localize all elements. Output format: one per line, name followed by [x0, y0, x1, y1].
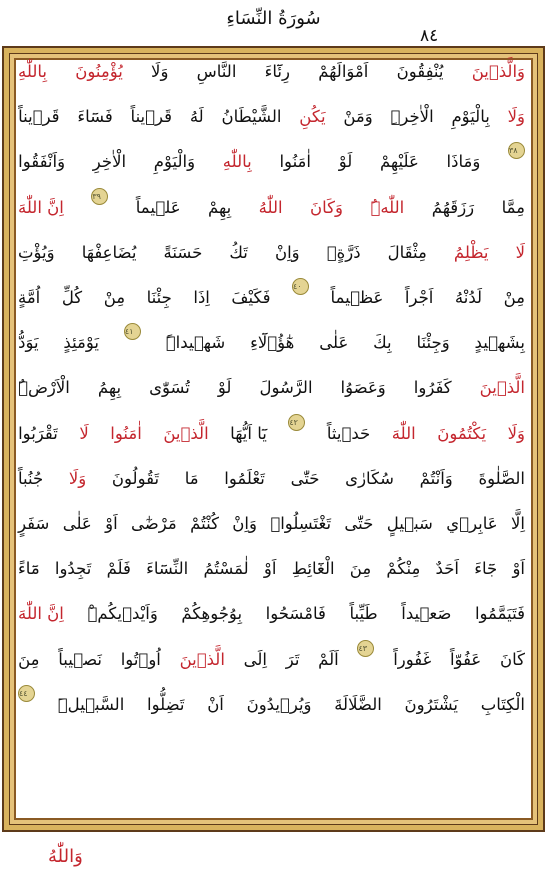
- word: سَب۪يلٍ: [386, 514, 433, 533]
- word: طَيِّباً: [349, 604, 378, 624]
- word: كُنْتُمْ: [190, 514, 219, 533]
- word: فَكَيْفَ: [231, 288, 271, 307]
- word: يَكُنِ: [299, 107, 326, 127]
- word: اَوْ: [512, 559, 525, 579]
- word: تَقُولُونَ: [111, 468, 160, 488]
- word: اَجْراً: [404, 288, 434, 307]
- word: مَٓاءً: [18, 559, 40, 579]
- word: لَا: [515, 242, 525, 262]
- text-line: [18, 368, 525, 408]
- word: تَغْتَسِلُواۜ: [270, 514, 332, 533]
- word: حَتّٰى: [290, 468, 320, 488]
- word: اَمْوَالَهُمْ: [318, 62, 369, 81]
- text-line: [18, 459, 525, 499]
- word: شَه۪يداًۜ: [165, 333, 226, 353]
- word: تُسَوّٰى: [149, 378, 190, 398]
- word: نَص۪يباً: [58, 649, 102, 669]
- text-line: [18, 640, 525, 680]
- text-line: [18, 97, 525, 137]
- word: وَمَنْ: [343, 107, 373, 127]
- word: مِنْ: [103, 288, 126, 307]
- page-header: [0, 0, 547, 46]
- word: وَالَّذ۪ينَ: [471, 62, 525, 81]
- word: يَكْتُمُونَ: [437, 423, 487, 443]
- word: وَاَنْتُمْ: [419, 468, 453, 488]
- word: وَعَصَوُا: [340, 378, 386, 398]
- word: يُؤْمِنُونَ: [75, 62, 123, 81]
- word: عَل۪يماً: [135, 197, 181, 217]
- word: فَامْسَحُوا: [265, 604, 326, 624]
- word: بِهِمُ: [97, 378, 122, 398]
- word: الرَّسُولَ: [259, 378, 313, 398]
- ayah-number-marker: ٤٤: [18, 685, 35, 702]
- word: تَجِدُوا: [54, 559, 92, 579]
- word: اٰمَنُوا: [279, 152, 311, 172]
- word: وَاِنْ: [232, 514, 257, 533]
- word: اَحَدٌ: [435, 559, 459, 579]
- word: وَلَا: [507, 107, 525, 127]
- word: وَلَا: [507, 423, 525, 443]
- word: الْغَٓائِطِ: [291, 559, 335, 579]
- word: سُكَارٰى: [345, 468, 395, 488]
- word: قَر۪يناً: [130, 107, 173, 127]
- word: سَفَرٍ: [18, 514, 50, 533]
- word: الْاٰخِرِ: [92, 152, 127, 172]
- word: كُلِّ: [61, 288, 83, 307]
- word: تَكُ: [229, 242, 248, 262]
- text-line: [18, 233, 525, 273]
- word: بِشَه۪يدٍ: [474, 333, 525, 353]
- word: مَا: [184, 468, 199, 488]
- word: اَوْ: [263, 559, 277, 579]
- word: الضَّلَالَةَ: [334, 694, 382, 714]
- ayah-number-marker: ٤٠: [292, 278, 309, 295]
- text-line: [18, 504, 525, 544]
- word: الْاٰخِرِۜ: [390, 107, 434, 127]
- word: وَاِنْ: [274, 242, 300, 262]
- text-line: [18, 188, 525, 228]
- word: مِمَّا: [501, 197, 525, 217]
- word: بِاللّٰهِ: [222, 152, 252, 172]
- word: يَوَدُّ: [18, 333, 39, 353]
- text-line: [18, 323, 525, 363]
- word: مَرْضٰٓى: [131, 514, 177, 533]
- text-line: [18, 414, 525, 454]
- word: مِنَ: [18, 649, 40, 669]
- word: عَابِر۪ي: [446, 514, 498, 533]
- word: كَفَرُوا: [413, 378, 452, 398]
- word: اِلَى: [243, 649, 268, 669]
- word: يَشْتَرُونَ: [404, 694, 459, 714]
- text-line: [18, 52, 525, 92]
- word: بِهِمْ: [208, 197, 232, 217]
- word: وَلَا: [151, 62, 169, 81]
- word: مِنْ: [503, 288, 525, 307]
- ayah-number-marker: ٤٢: [288, 414, 305, 431]
- word: تَضِلُّوا: [147, 694, 185, 714]
- word: لَدُنْهُ: [454, 288, 483, 307]
- word: وَجِئْنَا: [416, 333, 450, 353]
- word: وَيُؤْتِ: [18, 242, 55, 262]
- word: رَزَقَهُمُ: [431, 197, 475, 217]
- word: اِنَّ اللّٰهَ: [18, 197, 64, 217]
- word: اللّٰهُۜ: [370, 197, 405, 217]
- surah-title: سُورَةُ النِّسَاءِ: [226, 8, 321, 29]
- word: وَاَيْد۪يكُمْۜ: [87, 604, 158, 624]
- word: لَهُ: [189, 107, 204, 127]
- word: مِنَ: [349, 559, 372, 579]
- word: الصَّلٰوةَ: [478, 468, 525, 488]
- word: فَسَٓاءَ: [77, 107, 113, 127]
- word: عَلَيْهِمْ: [379, 152, 419, 172]
- word: حَد۪يثاً: [326, 423, 371, 443]
- word: اِنَّ اللّٰهَ: [18, 604, 64, 624]
- word: الْاَرْضُۜ: [18, 378, 70, 398]
- word: كَانَ: [500, 649, 525, 669]
- word: وَيُر۪يدُونَ: [246, 694, 312, 714]
- word: اِذَا: [193, 288, 210, 307]
- word: حَسَنَةً: [163, 242, 203, 262]
- word: بِوُجُوهِكُمْ: [181, 604, 243, 624]
- word: بِاللّٰهِ: [18, 62, 48, 81]
- word: ذَرَّةٍۚ: [326, 242, 361, 262]
- word: الَّذ۪ينَ: [163, 423, 209, 443]
- word: يُضَاعِفْهَا: [81, 242, 137, 262]
- word: اُو۫تُوا: [120, 649, 161, 669]
- word: اللّٰهُ: [258, 197, 283, 217]
- word: عَظ۪يماً: [330, 288, 384, 307]
- word: لَا: [79, 423, 89, 443]
- word: وَكَانَ: [310, 197, 343, 217]
- word: اَوْ: [105, 514, 118, 533]
- word: بِكَ: [373, 333, 392, 353]
- word: النَّاسِ: [196, 62, 237, 81]
- word: جُنُباً: [18, 468, 44, 488]
- page-number: ٨٤: [420, 26, 439, 46]
- word: الشَّيْطَانُ: [221, 107, 282, 127]
- word: النِّسَٓاءَ: [146, 559, 189, 579]
- word: بِالْيَوْمِ: [451, 107, 490, 127]
- word: وَمَاذَا: [446, 152, 481, 172]
- text-line: [18, 594, 525, 634]
- ayah-number-marker: ٤١: [124, 323, 141, 340]
- word: تَرَ: [285, 649, 300, 669]
- word: فَلَمْ: [106, 559, 131, 579]
- word: لٰمَسْتُمُ: [203, 559, 249, 579]
- word: وَالْيَوْمِ: [153, 152, 196, 172]
- word: صَع۪يداً: [401, 604, 452, 624]
- word: يَوْمَئِذٍ: [63, 333, 100, 353]
- word: اللّٰهَ: [391, 423, 416, 443]
- word: عَفُوّاً: [449, 649, 482, 669]
- word: جِئْنَا: [146, 288, 172, 307]
- word: يُنْفِقُونَ: [396, 62, 444, 81]
- word: وَلَا: [68, 468, 87, 488]
- word: وَاَنْفَقُوا: [18, 152, 66, 172]
- word: تَقْرَبُوا: [18, 423, 58, 443]
- word: اِلَّا: [511, 514, 525, 533]
- text-line: [18, 142, 525, 182]
- text-line: [18, 549, 525, 589]
- word: اُمَّةٍ: [18, 288, 41, 307]
- ayah-number-marker: ٤٣: [357, 640, 374, 657]
- text-line: [18, 685, 525, 725]
- word: تَعْلَمُوا: [224, 468, 265, 488]
- word: غَفُوراً: [393, 649, 432, 669]
- word: اَنْ: [207, 694, 224, 714]
- word: هٰٓؤُ۬لَٓاءِ: [250, 333, 295, 353]
- word: عَلٰى: [62, 514, 92, 533]
- word: السَّب۪يلَۜ: [57, 694, 125, 714]
- word: مِثْقَالَ: [387, 242, 427, 262]
- word: اٰمَنُوا: [110, 423, 142, 443]
- text-line: [18, 278, 525, 318]
- word: لَوْ: [338, 152, 353, 172]
- word: قَر۪يناً: [18, 107, 60, 127]
- word: يَظْلِمُ: [453, 242, 489, 262]
- ayah-number-marker: ٣٩: [91, 188, 108, 205]
- word: فَتَيَمَّمُوا: [474, 604, 525, 624]
- word: يَٓا اَيُّهَا: [230, 423, 267, 443]
- ayah-number-marker: ٣٨: [508, 142, 525, 159]
- word: مِنْكُمْ: [386, 559, 421, 579]
- word: لَوْ: [217, 378, 232, 398]
- word: رِئَٓاءَ: [264, 62, 290, 81]
- catchword: وَاللّٰهُ: [48, 846, 83, 867]
- word: الْكِتَابِ: [480, 694, 525, 714]
- word: عَلٰى: [319, 333, 349, 353]
- word: الَّذ۪ينَ: [179, 649, 225, 669]
- word: اَلَمْ: [318, 649, 339, 669]
- word: الَّذ۪ينَ: [479, 378, 525, 398]
- word: حَتّٰى: [344, 514, 374, 533]
- word: جَٓاءَ: [474, 559, 498, 579]
